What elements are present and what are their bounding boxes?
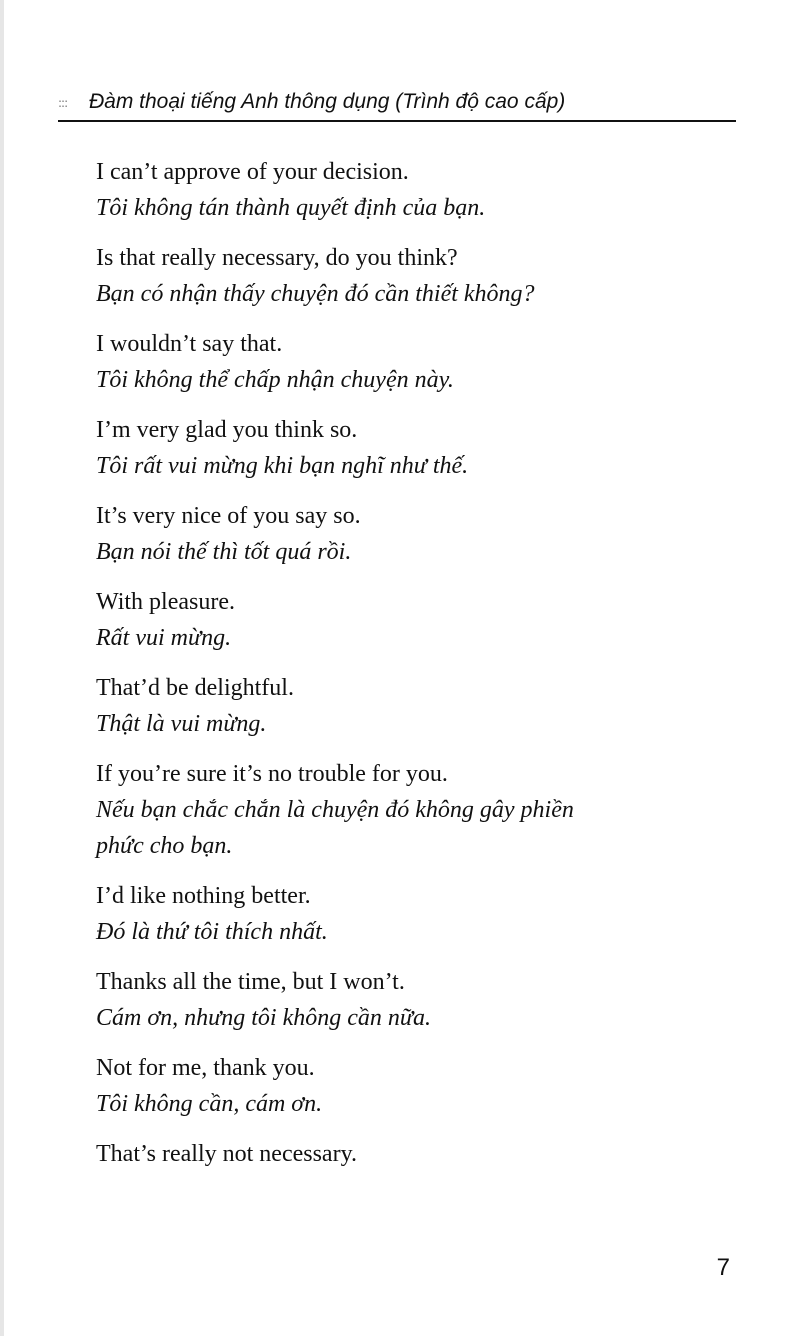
running-header <box>58 86 736 122</box>
phrase-entry <box>96 498 746 570</box>
vietnamese-translation: Đó là thứ tôi thích nhất. <box>96 919 328 945</box>
phrase-entry <box>96 1136 746 1172</box>
vietnamese-translation: Bạn nói thế thì tốt quá rồi. <box>96 539 352 565</box>
english-phrase: I can’t approve of your decision. <box>96 159 409 185</box>
english-phrase: I wouldn’t say that. <box>96 331 283 357</box>
phrase-entry <box>96 240 746 312</box>
phrase-entry <box>96 326 746 398</box>
english-phrase: With pleasure. <box>96 589 235 615</box>
vietnamese-translation: Tôi không tán thành quyết định của bạn. <box>96 195 486 221</box>
vietnamese-translation: Rất vui mừng. <box>96 625 232 651</box>
phrase-entry <box>96 412 746 484</box>
vietnamese-translation: Thật là vui mừng. <box>96 711 267 737</box>
vietnamese-translation: Tôi rất vui mừng khi bạn nghĩ như thế. <box>96 453 469 479</box>
english-phrase: I’d like nothing better. <box>96 883 311 909</box>
page-edge-shadow <box>0 0 4 1336</box>
english-phrase: Thanks all the time, but I won’t. <box>96 969 405 995</box>
english-phrase: Not for me, thank you. <box>96 1055 315 1081</box>
english-phrase: That’s really not necessary. <box>96 1141 358 1167</box>
vietnamese-translation-line-1: Nếu bạn chắc chắn là chuyện đó không gây phiền <box>96 797 574 823</box>
phrase-entry <box>96 154 746 226</box>
book-title: Đàm thoại tiếng Anh thông dụng (Trình độ cao cấp) <box>89 90 566 113</box>
english-phrase: If you’re sure it’s no trouble for you. <box>96 761 448 787</box>
phrase-entry <box>96 964 746 1036</box>
phrase-entry <box>96 1050 746 1122</box>
phrase-entry <box>96 756 746 864</box>
page-number: 7 <box>716 1254 730 1281</box>
english-phrase: Is that really necessary, do you think? <box>96 245 458 271</box>
english-phrase: It’s very nice of you say so. <box>96 503 361 529</box>
header-ornament-icon: ::: <box>58 96 68 110</box>
phrase-list <box>96 154 746 1186</box>
phrase-entry <box>96 584 746 656</box>
vietnamese-translation: Tôi không thể chấp nhận chuyện này. <box>96 367 454 393</box>
vietnamese-translation: Tôi không cần, cám ơn. <box>96 1091 323 1117</box>
vietnamese-translation: Cám ơn, nhưng tôi không cần nữa. <box>96 1005 431 1031</box>
vietnamese-translation: Bạn có nhận thấy chuyện đó cần thiết không? <box>96 281 535 307</box>
english-phrase: I’m very glad you think so. <box>96 417 358 443</box>
phrase-entry <box>96 878 746 950</box>
vietnamese-translation-line-2: phức cho bạn. <box>96 833 233 859</box>
phrase-entry <box>96 670 746 742</box>
english-phrase: That’d be delightful. <box>96 675 294 701</box>
